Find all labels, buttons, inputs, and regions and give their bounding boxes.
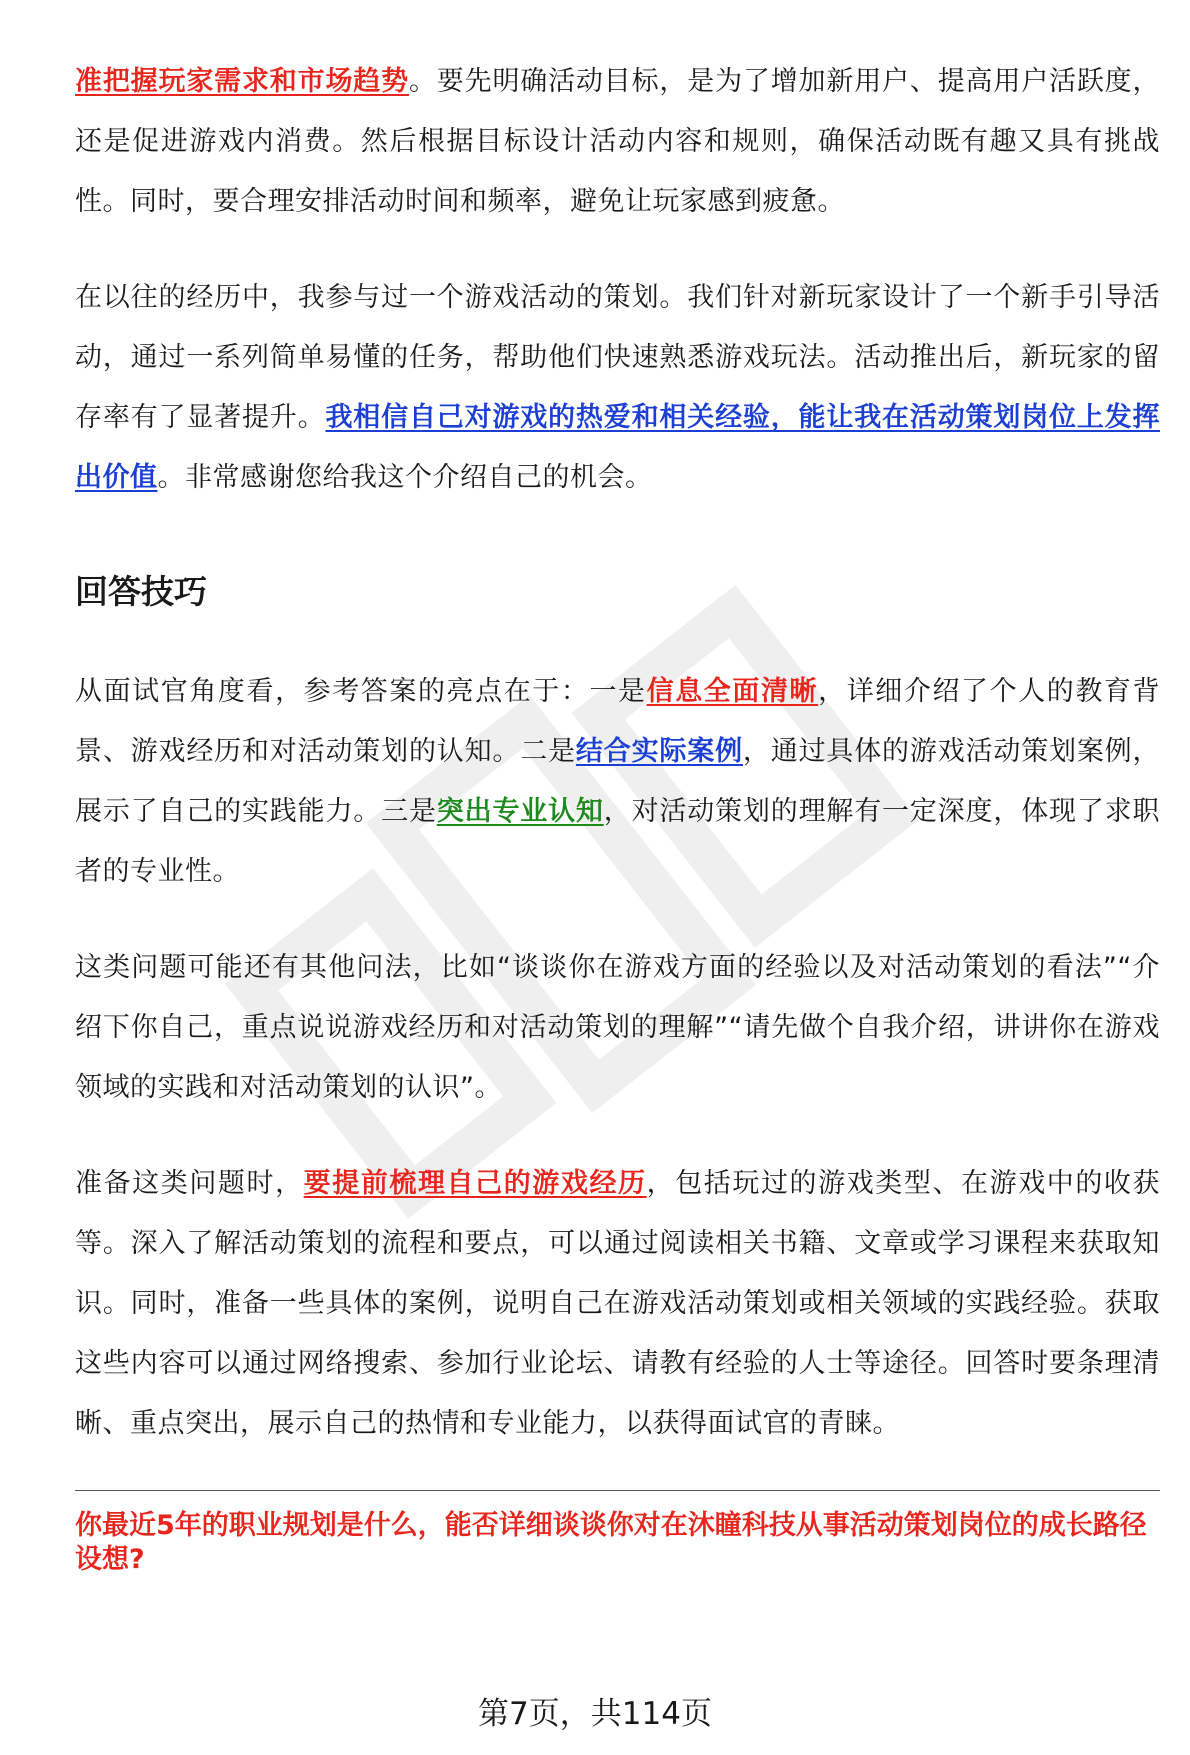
body-text: 。非常感谢您给我这个介绍自己的机会。 (157, 462, 653, 493)
highlight-text: 突出专业认知 (436, 796, 604, 827)
tips-paragraph-1 (75, 662, 1160, 902)
body-text: 这类问题可能还有其他问法，比如“谈谈你在游戏方面的经验以及对活动策划的看法”“介绍下你自己，重点说说游戏经历和对活动策划的理解”“请先做个自我介绍，讲讲你在游戏领域的实践和对活动策划的认识”。 (75, 952, 1160, 1103)
highlight-text: 信息全面清晰 (646, 676, 819, 707)
tips-paragraph-3 (75, 1154, 1160, 1454)
body-text: ，包括玩过的游戏类型、在游戏中的收获等。深入了解活动策划的流程和要点，可以通过阅读相关书籍、文章或学习课程来获取知识。同时，准备一些具体的案例，说明自己在游戏活动策划或相关领域的实践经验。获取这些内容可以通过网络搜索、参加行业论坛、请教有经验的人士等途径。回答时要条理清晰、重点突出，展示自己的热情和专业能力，以获得面试官的青睐。 (75, 1168, 1161, 1439)
highlight-text: 要提前梳理自己的游戏经历 (303, 1168, 647, 1199)
body-text: ，通过具体的游戏活动策划案例，展示了自己的实践能力。三是 (75, 736, 1161, 827)
highlight-text: 结合实际案例 (575, 736, 743, 767)
highlight-text: 准把握玩家需求和市场趋势 (75, 66, 409, 97)
next-question: 你最近5年的职业规划是什么，能否详细谈谈你对在沐瞳科技从事活动策划岗位的成长路径设想? (75, 1510, 1147, 1575)
body-text: ，对活动策划的理解有一定深度，体现了求职者的专业性。 (75, 796, 1161, 887)
answer-paragraph-1 (75, 52, 1160, 232)
body-text: 在以往的经历中，我参与过一个游戏活动的策划。我们针对新玩家设计了一个新手引导活动，通过一系列简单易懂的任务，帮助他们快速熟悉游戏玩法。活动推出后，新玩家的留存率有了显著提升。 (75, 282, 1160, 433)
section-title: 回答技巧 (75, 572, 207, 611)
tips-paragraph-2 (75, 938, 1160, 1118)
body-text: 准备这类问题时， (75, 1168, 304, 1199)
page-content (75, 52, 1160, 1577)
answer-paragraph-2 (75, 268, 1160, 508)
highlight-text: 我相信自己对游戏的热爱和相关经验，能让我在活动策划岗位上发挥出价值 (75, 402, 1161, 493)
body-text: ，详细介绍了个人的教育背景、游戏经历和对活动策划的认知。二是 (75, 676, 1161, 767)
divider (75, 1490, 1160, 1491)
body-text: 从面试官角度看，参考答案的亮点在于：一是 (75, 676, 647, 707)
body-text: 。要先明确活动目标，是为了增加新用户、提高用户活跃度，还是促进游戏内消费。然后根据目标设计活动内容和规则，确保活动既有趣又具有挑战性。同时，要合理安排活动时间和频率，避免让玩家感到疲惫。 (75, 66, 1161, 217)
page-number: 第7页，共114页 (478, 1696, 712, 1732)
